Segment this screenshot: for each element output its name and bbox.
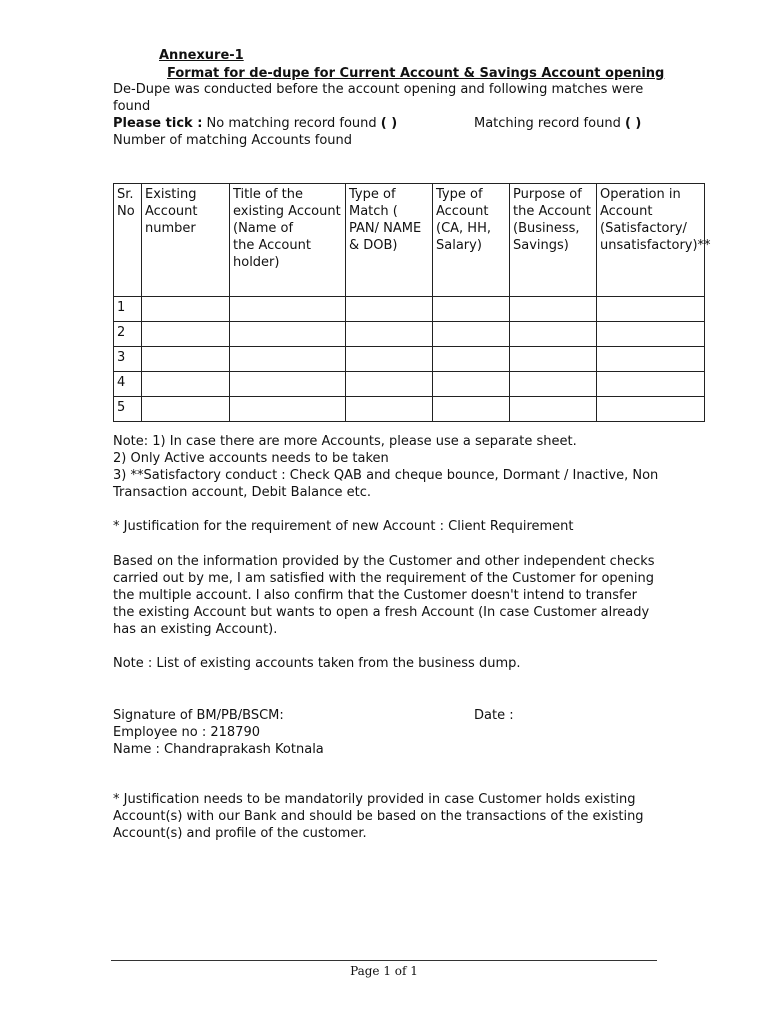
table-cell[interactable] xyxy=(433,372,510,397)
table-row xyxy=(114,297,705,322)
row-number-cell: 2 xyxy=(114,322,142,347)
form-title: Format for de-dupe for Current Account & Savings Account opening xyxy=(167,66,665,81)
row-number-cell: 3 xyxy=(114,347,142,372)
table-cell[interactable] xyxy=(230,372,346,397)
table-cell[interactable] xyxy=(510,322,597,347)
note-3: 3) **Satisfactory conduct : Check QAB and cheque bounce, Dormant / Inactive, Non Transaction account, Debit Balance etc. xyxy=(113,468,659,500)
header-account-number: Existing Account number xyxy=(142,184,230,297)
declaration-paragraph: Based on the information provided by the Customer and other independent checks carried out by me, I am satisfied with the requirement of the Customer for opening the multiple account. I also confirm that the Customer doesn't intend to transfer the existing Account but wants to open a fresh Account (In case Customer already has an existing Account). xyxy=(113,554,655,637)
table-cell[interactable] xyxy=(142,397,230,422)
table-cell[interactable] xyxy=(346,322,433,347)
note-2: 2) Only Active accounts needs to be taken xyxy=(113,451,389,466)
table-cell[interactable] xyxy=(597,297,705,322)
table-row xyxy=(114,322,705,347)
table-cell[interactable] xyxy=(597,322,705,347)
table-cell[interactable] xyxy=(597,397,705,422)
header-purpose: Purpose of the Account (Business, Savings) xyxy=(510,184,597,297)
table-header-row xyxy=(114,184,705,297)
no-match-option: No matching record found xyxy=(206,116,377,131)
note-1: Note: 1) In case there are more Accounts, please use a separate sheet. xyxy=(113,434,577,449)
notes xyxy=(113,433,673,501)
justification-footnote: * Justification needs to be mandatorily provided in case Customer holds existing Account(s) with our Bank and should be based on the transactions of the existing Account(s) and profile of the customer. xyxy=(113,792,644,841)
table-cell[interactable] xyxy=(346,347,433,372)
table-cell[interactable] xyxy=(142,372,230,397)
header-account-title: Title of the existing Account (Name of the Account holder) xyxy=(230,184,346,297)
table-cell[interactable] xyxy=(433,322,510,347)
business-dump-note: Note : List of existing accounts taken from the business dump. xyxy=(113,656,521,671)
table-row xyxy=(114,397,705,422)
table-row xyxy=(114,372,705,397)
header-match-type: Type of Match ( PAN/ NAME & DOB) xyxy=(346,184,433,297)
table-cell[interactable] xyxy=(230,397,346,422)
no-match-checkbox[interactable]: ( ) xyxy=(380,116,398,131)
header-operation: Operation in Account (Satisfactory/ unsatisfactory)** xyxy=(597,184,705,297)
tick-label: Please tick : xyxy=(113,116,203,131)
matches-table xyxy=(113,183,711,422)
row-number-cell: 1 xyxy=(114,297,142,322)
table-cell[interactable] xyxy=(346,297,433,322)
table-cell[interactable] xyxy=(433,297,510,322)
intro-text: De-Dupe was conducted before the account opening and following matches were found xyxy=(113,82,644,114)
row-number-cell: 5 xyxy=(114,397,142,422)
footer-divider xyxy=(111,960,657,961)
table-cell[interactable] xyxy=(230,297,346,322)
table-cell[interactable] xyxy=(510,347,597,372)
table-cell[interactable] xyxy=(597,347,705,372)
employee-name: Name : Chandraprakash Kotnala xyxy=(113,742,324,757)
match-checkbox[interactable]: ( ) xyxy=(624,116,642,131)
tick-line xyxy=(113,115,673,132)
header-sr-no: Sr. No xyxy=(114,184,142,297)
table-cell[interactable] xyxy=(433,347,510,372)
table-cell[interactable] xyxy=(142,347,230,372)
signature-label: Signature of BM/PB/BSCM: xyxy=(113,708,284,723)
table-cell[interactable] xyxy=(510,397,597,422)
table-cell[interactable] xyxy=(510,297,597,322)
matching-count-label: Number of matching Accounts found xyxy=(113,133,353,148)
annexure-title: Annexure-1 xyxy=(159,48,244,63)
table-cell[interactable] xyxy=(142,322,230,347)
header-account-type: Type of Account (CA, HH, Salary) xyxy=(433,184,510,297)
employee-number: Employee no : 218790 xyxy=(113,725,260,740)
table-cell[interactable] xyxy=(433,397,510,422)
table-cell[interactable] xyxy=(142,297,230,322)
table-cell[interactable] xyxy=(346,372,433,397)
page-footer: Page 1 of 1 xyxy=(350,964,418,978)
row-number-cell: 4 xyxy=(114,372,142,397)
table-cell[interactable] xyxy=(230,347,346,372)
date-label: Date : xyxy=(474,708,514,723)
table-cell[interactable] xyxy=(597,372,705,397)
table-cell[interactable] xyxy=(230,322,346,347)
table-cell[interactable] xyxy=(510,372,597,397)
table-cell[interactable] xyxy=(346,397,433,422)
justification-line: * Justification for the requirement of new Account : Client Requirement xyxy=(113,519,574,534)
match-option: Matching record found xyxy=(474,116,621,131)
signature-block xyxy=(113,707,673,758)
table-row xyxy=(114,347,705,372)
